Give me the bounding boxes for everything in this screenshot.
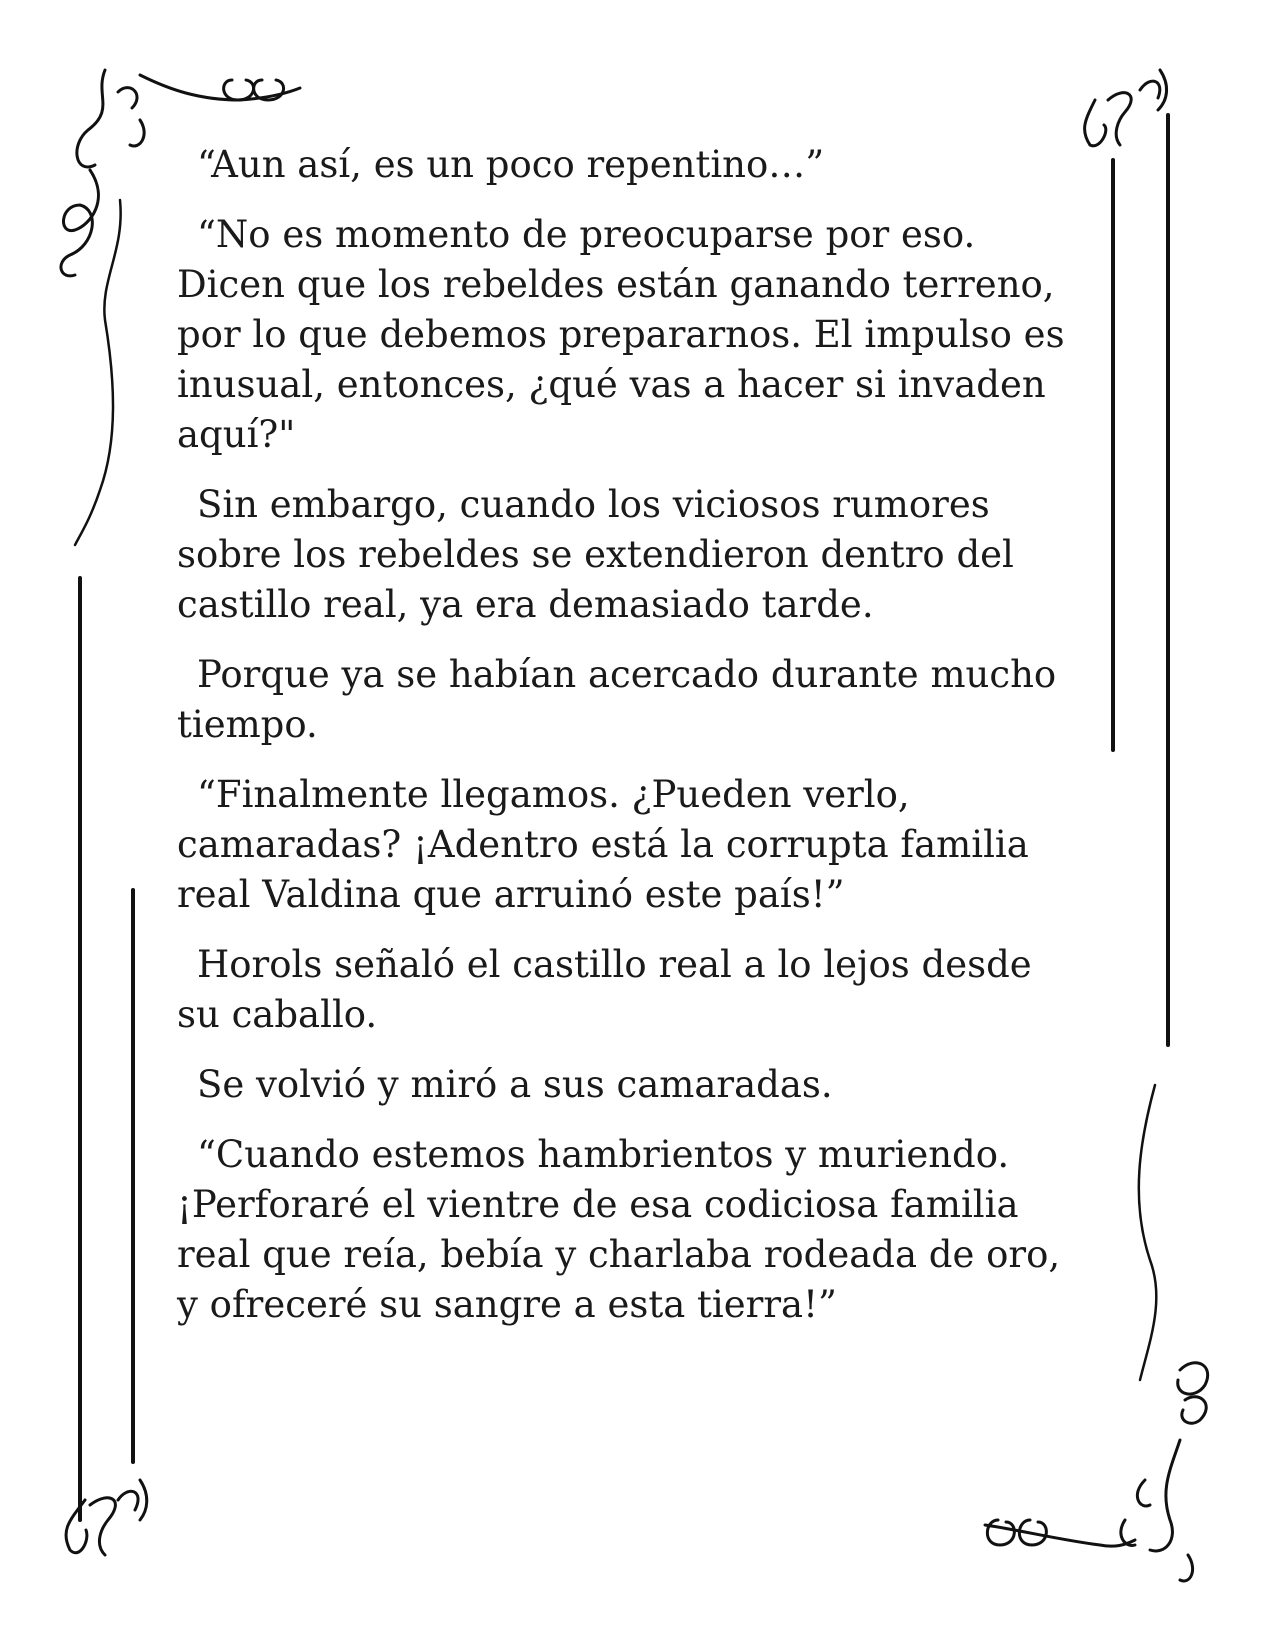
paragraph: “Finalmente llegamos. ¿Pueden verlo, camaradas? ¡Adentro está la corrupta familia real Valdina que arruinó este país!” bbox=[177, 773, 1029, 916]
paragraph: “Cuando estemos hambrientos y muriendo. ¡Perforaré el vientre de esa codiciosa familia real que reía, bebía y charlaba rodeada de oro, y ofreceré su sangre a esta tierra!” bbox=[177, 1133, 1061, 1326]
paragraph: “No es momento de preocuparse por eso. Dicen que los rebeldes están ganando terreno, por lo que debemos prepararnos. El impulso es inusual, entonces, ¿qué vas a hacer si invaden aquí?" bbox=[177, 213, 1065, 456]
paragraph: Horols señaló el castillo real a lo lejos desde su caballo. bbox=[177, 943, 1032, 1036]
top-right-flourish-icon bbox=[1085, 70, 1167, 146]
paragraph: Sin embargo, cuando los viciosos rumores sobre los rebeldes se extendieron dentro del castillo real, ya era demasiado tarde. bbox=[177, 483, 1014, 626]
story-text bbox=[177, 140, 1087, 1350]
paragraph: Porque ya se habían acercado durante mucho tiempo. bbox=[177, 653, 1057, 746]
paragraph: Se volvió y miró a sus camaradas. bbox=[197, 1063, 833, 1106]
paragraph: “Aun así, es un poco repentino…” bbox=[197, 143, 825, 186]
